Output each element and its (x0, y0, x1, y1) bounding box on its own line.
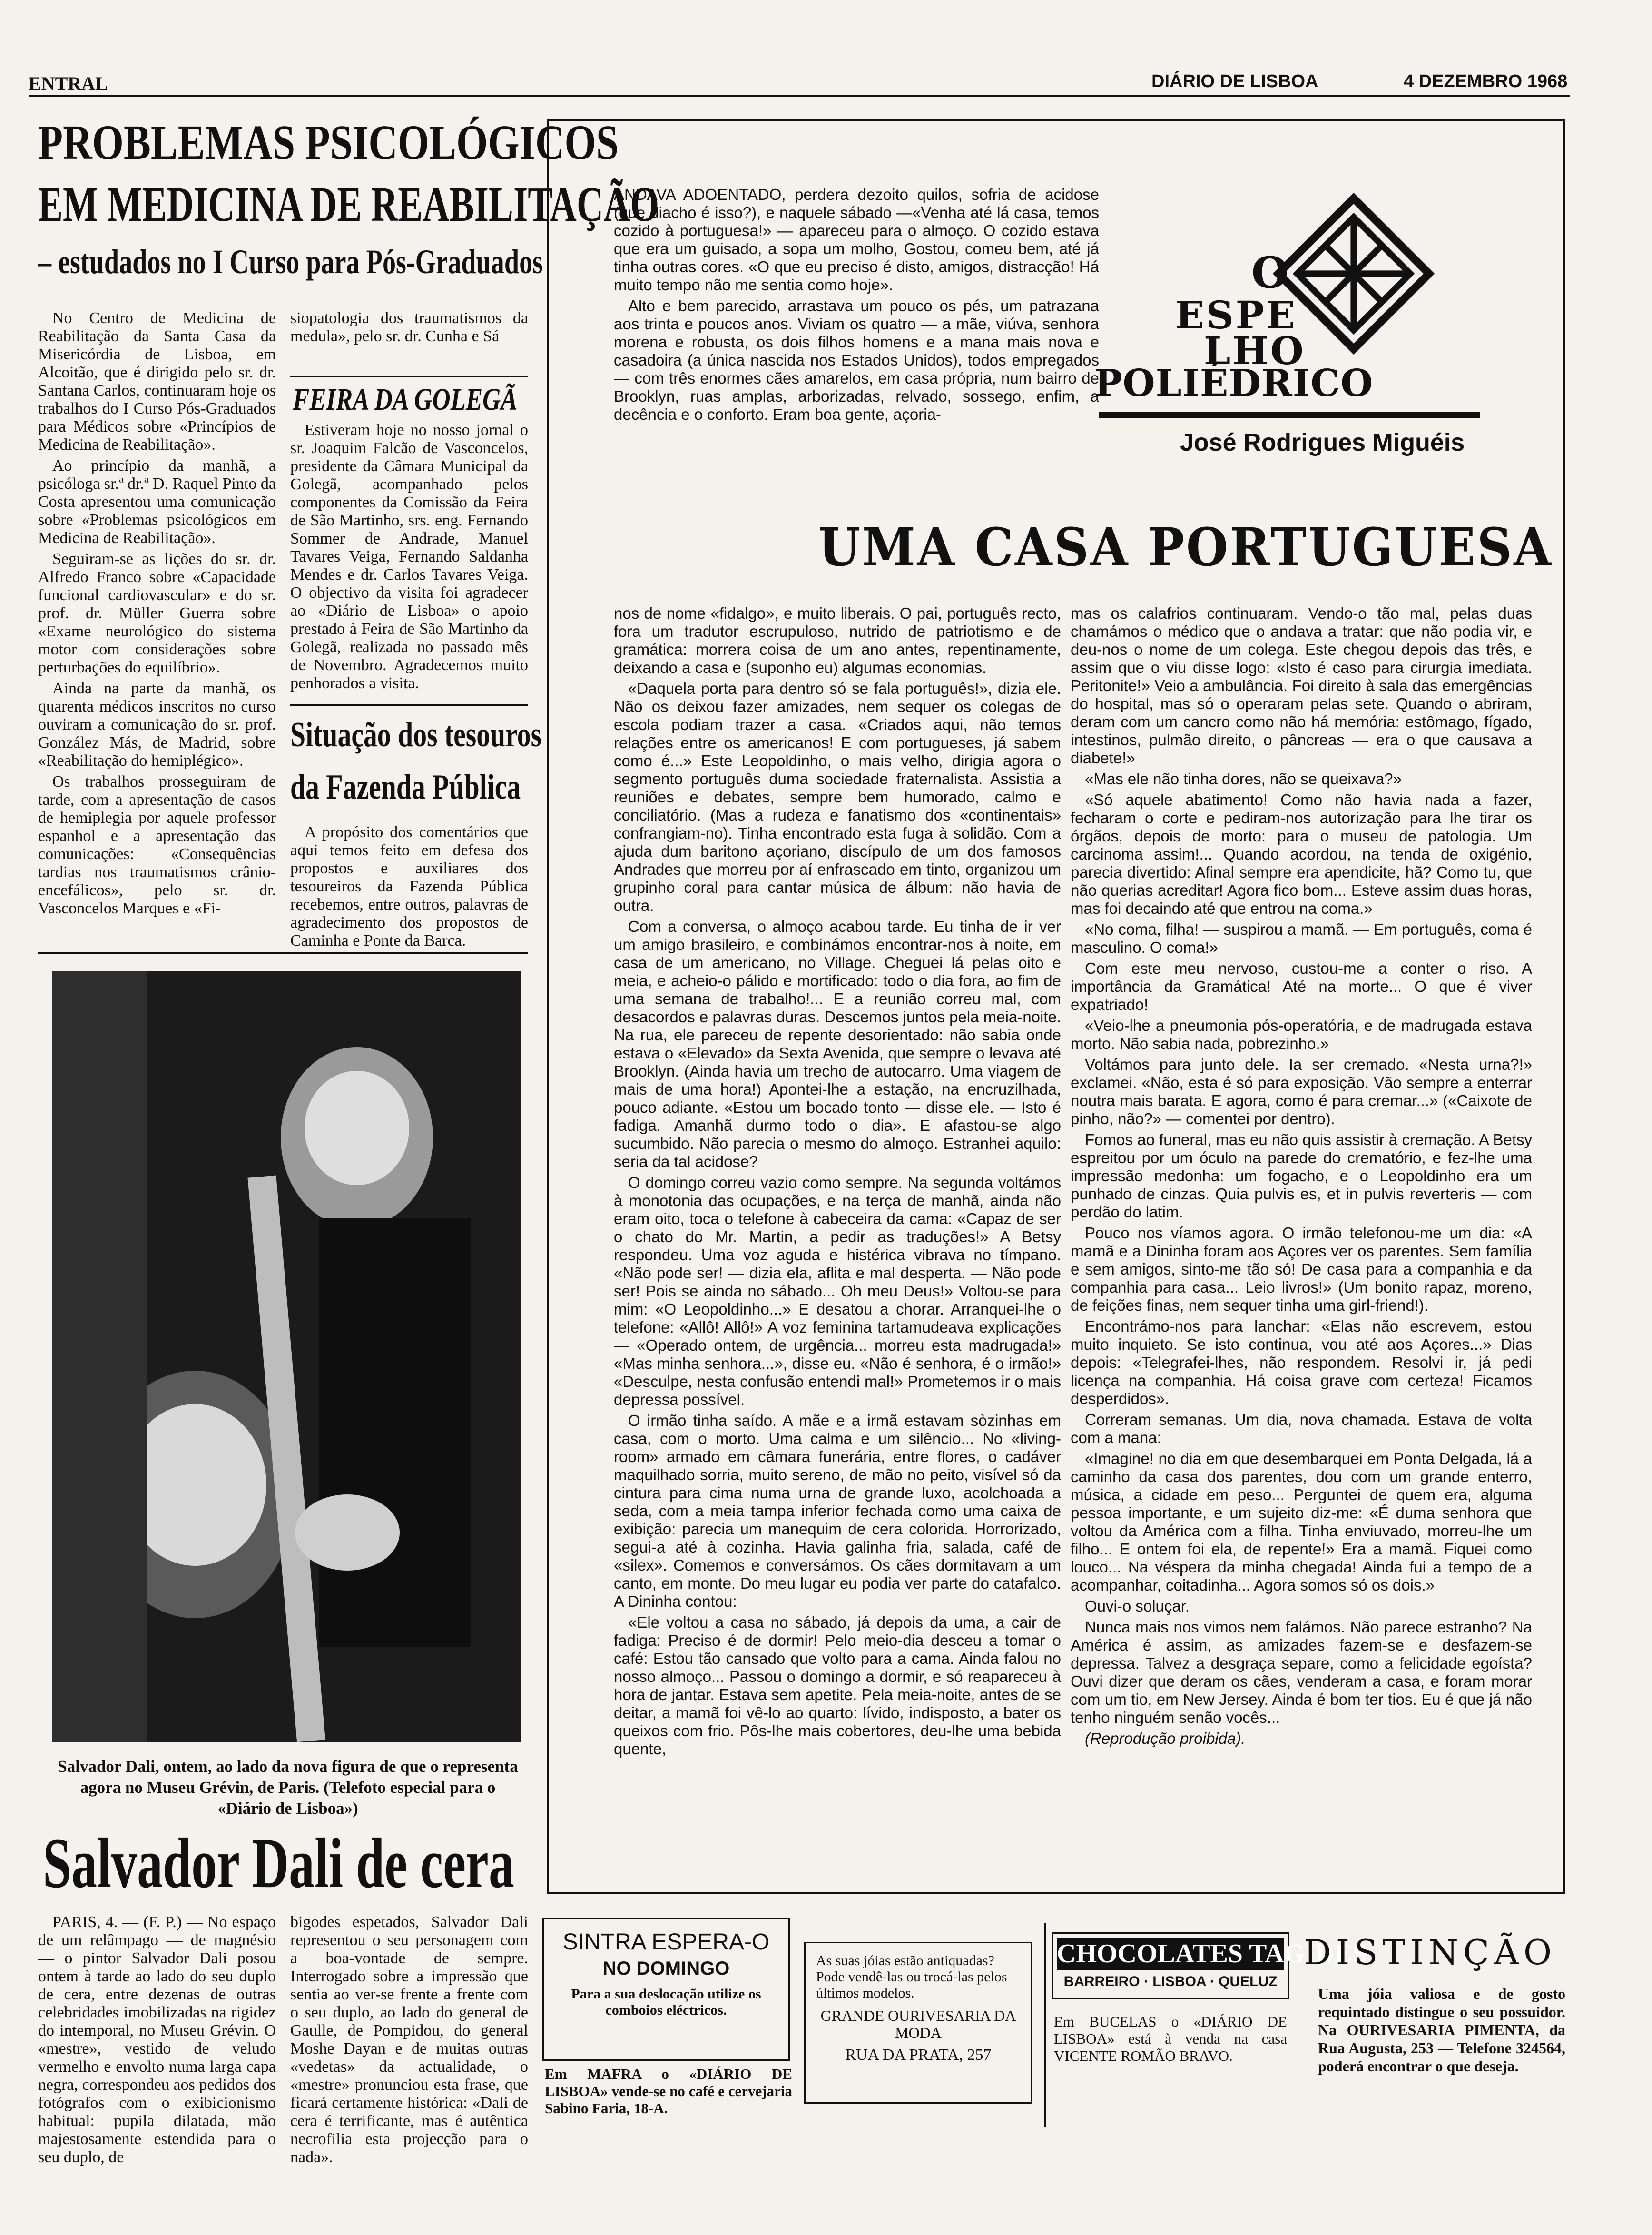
dali-photo-figures (52, 971, 521, 1742)
espelho-intro: ANDAVA ADOENTADO, perdera dezoito quilos, sofria de acidose (que diacho é isso?), e naquele sábado —«Venha até lá casa, temos cozido à portuguesa!» — apareceu para o almoço. O cozido estava que era um guisado, a sopa um molho, Gostou, comeu bem, até já tinha outras cores. «O que eu preciso é disto, amigos, distracção! Há muito tempo não me sentia como hoje». Alto e bem parecido, arrastava um pouco os pés, um patrazana aos trinta e poucos anos. Viviam os quatro — a mãe, viúva, senhora morena e robusta, os dois filhos homens e a mana mais nova e casadoira (a única nascida nos Estados Unidos), todos empregados — com três enormes cães amarelos, em casa própria, num bairro de Brooklyn, ruas amplas, arborizadas, relvado, sossego, enfim, a decência e o conforto. Eram boa gente, açoria- (614, 186, 1099, 423)
tesouros-top-rule (290, 704, 528, 706)
headline-psicologicos-1: PROBLEMAS PSICOLÓGICOS (38, 115, 619, 170)
issue-date: 4 DEZEMBRO 1968 (1404, 71, 1568, 91)
headline-tesouros-2: da Fazenda Pública (290, 768, 521, 807)
ads-vertical-rule (1044, 1923, 1046, 2127)
psicologicos-body-col2: siopatologia dos traumatismos da medula», pelo sr. dr. Cunha e Sá (290, 309, 528, 345)
ad-bucelas: Em BUCELAS o «DIÁRIO DE LISBOA» está à venda na casa VICENTE ROMÃO BRAVO. (1054, 2013, 1287, 2064)
golega-top-rule (290, 376, 528, 377)
ad-chocolates: CHOCOLATES TAGIDES BARREIRO · LISBOA · QUELUZ (1052, 1932, 1289, 1999)
dali-body-col1: PARIS, 4. — (F. P.) — No espaço de um relâmpago — de magnésio — o pintor Salvador Dali posou ontem à tarde ao lado do seu duplo de cera, entre dezenas de outras celebridades imobilizadas na rigidez do intemporal, no Museu Grévin. O «mestre», vestido de veludo vermelho e envolto numa larga capa negra, correspondeu aos pedidos dos fotógrafos com o exibicionismo habitual: pupila dilatada, mão majestosamente estendida para o seu duplo, de (38, 1913, 276, 2166)
ad-distincao-title: DISTINÇÃO (1304, 1932, 1557, 1972)
espelho-col-b: mas os calafrios continuaram. Vendo-o tão mal, pelas duas chamámos o médico que o andava a tratar: que não podia vir, e deu-nos o nome de um colega. Este chegou depois das três, e assim que o viu disse logo: «Isto é caso para cirurgia imediata. Peritonite!» Veio a ambulância. Foi direito à sala das emergências do hospital, mas só o operaram pelas sete. Quando o abriram, deram com um cancro como não há memória: estômago, fígado, intestinos, pulmão direito, o pâncreas — era o que causava a diabete!» «Mas ele não tinha dores, não se queixava?» «Só aquele abatimento! Como não havia nada a fazer, fecharam o corte e pediram-nos autorização para lhe tirar os órgãos, depois de morto: para o museu de patologia. Um carcinoma assim!... Quando acordou, na tenda de oxigénio, parecia divertido: Afinal sempre era apendicite, hã? Como tu, que não querias acreditar! Agora fico bom... Esteve assim duas horas, mas foi decaindo até que entrou na coma.» «No coma, filha! — suspirou a mamã. — Em português, coma é masculino. O coma!» Com este meu nervoso, custou-me a conter o riso. A importância da Gramática! Até na morte... O que é viver expatriado! «Veio-lhe a pneumonia pós-operatória, e de madrugada estava morto. Não sabia nada, pobrezinho.» Voltámos para junto dele. Ia ser cremado. «Nesta urna?!» exclamei. «Não, esta é só para exposição. Vão sempre a enterrar noutra mais barata. E agora, como é para cremar...» («Caixote de pinho, não?» — comentei por dentro). Fomos ao funeral, mas eu não quis assistir à cremação. A Betsy espreitou por um óculo na parede do crematório, e fez-lhe uma impressão medonha: um fogacho, e o Leopoldinho era um punhado de cinzas. Quia pulvis es, et in pulvis reverteris — com perdão do latim. Pouco nos víamos agora. O irmão telefonou-me um dia: «A mamã e a Dininha foram aos Açores ver os parentes. Sem família e sem amigos, sinto-me tão só! De casa para a companhia e da companhia para casa... Leio livros!» (Um bonito rapaz, moreno, de feições finas, nem sequer tinha uma girl-friend!). Encontrámo-nos para lanchar: «Elas não escrevem, estou muito inquieto. Se isto continua, vou até aos Açores...» Dias depois: «Telegrafei-lhes, não respondem. Resolvi ir, já pedi licença na companhia. Há coisa grave com certeza! Ficamos desperdidos». Correram semanas. Um dia, nova chamada. Estava de volta com a mana: «Imagine! no dia em que desembarquei em Ponta Delgada, lá a caminho da casa dos parentes, dou com um grande enterro, música, a cidade em peso... Perguntei de quem era, alguma pessoa importante, e um sujeito diz-me: «É duma senhora que voltou da América com a filha. Tinha enviuvado, morreu-lhe um filho... E ontem foi ela, de repente!» Era a mamã. Fiquei como louco... Na véspera da minha chegada! Ainda fui a tempo de a acompanhar, coitadinha... Agora somos só os dois.» Ouvi-o soluçar. Nunca mais nos vimos nem falámos. Não parece estranho? Na América é assim, as amizades fazem-se e desfazem-se depressa. Talvez a desgraça separe, como a felicidade egoísta? Ouvi dizer que deram os cães, venderam a casa, e foram morar com um tio, em New Jersey. Ainda é bom ter tios. Eu é que já não tenho ninguém senão vocês... (Reprodução proibida). (1071, 604, 1532, 1747)
espelho-logo: O ESPE LHO POLIÉDRICO (1094, 195, 1485, 409)
espelho-col-a: nos de nome «fidalgo», e muito liberais. O pai, português recto, fora um tradutor escrupuloso, nutrido de patriotismo e de gramática: morrera coisa de um ano antes, repentinamente, deixando a casa e (suponho eu) algumas economias. «Daquela porta para dentro só se fala português!», dizia ele. Não os deixou fazer amizades, nem sequer os colegas de escola podiam trazer a casa. «Criados aqui, não temos relações entre os americanos! E com portugueses, já sabem como é...» Este Leopoldinho, o mais velho, dirigia agora o segmento português duma sociedade fraternalista. Assistia a reuniões e debates, sempre bem humorado, calmo e conciliatório. (Mas a rudeza e fanatismo dos «continentais» confrangiam-no). Tinha encontrado esta fuga à solidão. Com a ajuda dum baritono açoriano, discípulo de um dos famosos Andrades que morreu por aí enfrascado em tinto, organizou um grupinho coral para cantar música de álbum: não havia de outra. Com a conversa, o almoço acabou tarde. Eu tinha de ir ver um amigo brasileiro, e combinámos encontrar-nos à noite, em casa de um americano, no Village. Cheguei lá pelas oito e meia, e acheio-o pálido e mortificado: todo o dia fora, ao fim de uma semana de trabalho!... E a reunião correu mal, com desacordos e palavras duras. Descemos juntos pela meia-noite. Na rua, ele pareceu de repente desorientado: não sabia onde estava o «Elevado» da Sexta Avenida, que sempre o levava até Brooklyn. (Ainda havia um trecho de autocarro. Uma viagem de mais de uma hora!) Apontei-lhe a estação, na encruzilhada, pouco adiante. «Estou um bocado tonto — disse ele. — Isto é fadiga. Amanhã durmo todo o dia». E afastou-se algo sucumbido. Não parecia o mesmo do almoço. Estranhei aquilo: seria da tal acidose? O domingo correu vazio como sempre. Na segunda voltámos à monotonia das ocupações, e na terça de manhã, ainda não eram oito, toca o telefone à cabeceira da cama: «Capaz de ser o chato do Mr. Martin, a pedir as traduções!» A Betsy respondeu. Uma voz aguda e histérica vibrava no tímpano. «Não pode ser! — dizia ela, aflita e mal desperta. — Não pode ser! Pois se ainda no sábado... Oh meu Deus!» Voltou-se para mim: «O Leopoldinho...» E desatou a chorar. Arranquei-lhe o telefone: «Allô! Allô!» A voz feminina tartamudeava explicações — «Operado ontem, de urgência... morreu esta madrugada!» «Mas minha senhora...», disse eu. «Não é senhora, é o irmão!» «Desculpe, nesta confusão entendi mal!» Prometemos ir o mais depressa possível. O irmão tinha saído. A mãe e a irmã estavam sòzinhas em casa, com o morto. Uma calma e um silêncio... No «living-room» armado em câmara funerária, entre flores, o cadáver maquilhado sorria, muito sereno, de mão no peito, visível só da cintura para cima numa urna de grande luxo, acolchoada a seda, com a meia tampa inferior fechada como uma caixa de exibição: parecia um manequim de cera colorida. Horrorizado, segui-a até à cozinha. Havia galinha fria, salada, café de «silex». Comemos e conversámos. Os cães dormitavam a um canto, em monte. Do meu lugar eu podia ver parte do catafalco. A Dininha contou: «Ele voltou a casa no sábado, já depois da uma, a cair de fadiga: Preciso é de dormir! Pelo meio-dia desceu a tomar o café: Estou tão cansado que volto para a cama. Ainda falou no nosso almoço... Passou o domingo a dormir, e só reapareceu à hora de jantar. Estava sem apetite. Pela meia-noite, antes de se deitar, a mamã foi vê-lo ao quarto: lívido, indisposto, a bater os queixos com frio. Pôs-lhe mais cobertores, deu-lhe uma bebida quente, (614, 604, 1061, 1758)
headline-tesouros-1: Situação dos tesouros (290, 715, 542, 754)
espelho-author: José Rodrigues Miguéis (1180, 429, 1465, 456)
tesouros-body: A propósito dos comentários que aqui temos feito em defesa dos propostos e auxiliares dos tesoureiros da Fazenda Pública recebemos, entre outros, palavras de agradecimento dos propostos de Caminha e Ponte da Barca. (290, 823, 528, 949)
dali-photo (52, 971, 521, 1742)
dali-body-col2: bigodes espetados, Salvador Dali representou o seu personagem com a boa-vontade de sempre. Interrogado sobre a impressão que sentia ao ver-se frente a frente com o seu duplo, ao lado do general de Gaulle, de Pompidou, do general Moshe Dayan e de muitas outras «vedetas» da actualidade, o «mestre» pronunciou esta frase, que ficará certamente histórica: «Dali de cera é terrificante, mas é autêntica necrofilia esta projecção para o nada». (290, 1913, 528, 2166)
newspaper-name: DIÁRIO DE LISBOA (1151, 71, 1318, 91)
ad-distincao-body: Uma jóia valiosa e de gosto requintado distingue o seu possuidor. Na OURIVESARIA PIMENTA, da Rua Augusta, 253 — Telefone 324564, poderá encontrar o que deseja. (1318, 1985, 1565, 2075)
headline-dali: Salvador Dali de cera (43, 1824, 514, 1903)
golega-body: Estiveram hoje no nosso jornal o sr. Joaquim Falcão de Vasconcelos, presidente da Câmara Municipal da Golegã, acompanhado pelos componentes da Comissão da Feira de São Martinho, srs. eng. Fernando Sommer de Andrade, Manuel Tavares Veiga, Fernando Saldanha Mendes e dr. Carlos Tavares Veiga. O objectivo da visita foi agradecer ao «Diário de Lisboa» o apoio prestado à Feira de São Martinho da Golegã, realizada no passado mês de Novembro. Agradecemos muito penhorados a visita. (290, 421, 528, 692)
headline-casa-portuguesa: UMA CASA PORTUGUESA (818, 516, 1553, 578)
headline-golega: FEIRA DA GOLEGÃ (293, 382, 518, 417)
psicologicos-body-col1: No Centro de Medicina de Reabilitação da Santa Casa da Misericórdia de Lisboa, em Alcoitão, que é dirigido pelo sr. dr. Santana Carlos, continuaram hoje os trabalhos do I Curso Pós-Graduados para Médicos sobre «Princípios de Medicina de Reabilitação». Ao princípio da manhã, a psicóloga sr.ª dr.ª D. Raquel Pinto da Costa apresentou uma comunicação sobre «Problemas psicológicos em Medicina de Reabilitação». Seguiram-se as lições do sr. dr. Alfredo Franco sobre «Capacidade funcional cardiovascular» e do sr. prof. dr. Müller Guerra sobre «Exame neurológico do sistema motor com considerações sobre perturbações do equilíbrio». Ainda na parte da manhã, os quarenta médicos inscritos no curso ouviram a comunicação do sr. prof. González Más, de Madrid, sobre «Reabilitação do hemiplégico». Os trabalhos prosseguiram de tarde, com a apresentação de casos de hemiplegia por aquele professor espanhol e a apresentação das comunicações: «Consequências tardias nos traumatismos crânio-encefálicos», pelo sr. dr. Vasconcelos Marques e «Fi- (38, 309, 276, 917)
headline-psicologicos-2: EM MEDICINA DE REABILITAÇÃO (38, 177, 659, 232)
left-mid-rule (38, 952, 528, 954)
header-rule (29, 95, 1570, 97)
ad-sintra: SINTRA ESPERA-O NO DOMINGO Para a sua deslocação utilize os comboios eléctricos. (542, 1918, 790, 2061)
ad-ourivesaria-moda: As suas jóias estão antiquadas? Pode vendê-las ou trocá-las pelos últimos modelos. GRANDE OURIVESARIA DA MODA RUA DA PRATA, 257 (804, 1942, 1032, 2104)
espelho-logo-rule (1099, 412, 1480, 418)
ad-mafra: Em MAFRA o «DIÁRIO DE LISBOA» vende-se no café e cervejaria Sabino Faria, 18-A. (545, 2066, 792, 2116)
photo-caption: Salvador Dali, ontem, ao lado da nova figura de que o representa agora no Museu Grévin, de Paris. (Telefoto especial para o «Diário de Lisboa») (58, 1757, 518, 1818)
subheadline-psicologicos: – estudados no I Curso para Pós-Graduados (38, 243, 543, 281)
section-label: ENTRAL (29, 73, 108, 94)
